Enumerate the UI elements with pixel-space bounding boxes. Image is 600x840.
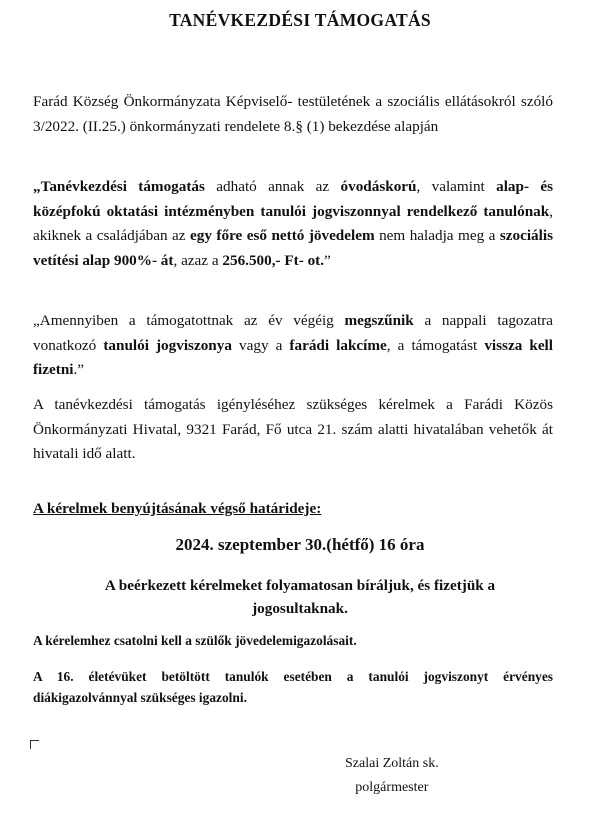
quote2-bold-6: farádi lakcíme — [289, 336, 387, 354]
quote2-bold-4: tanulói jogviszonya — [103, 336, 232, 354]
quote1-text-2: adható annak az — [204, 178, 341, 195]
quote1-text-6: , akiknek a családjában az — [33, 202, 553, 244]
quote2-bold-8: vissza kell fizetni — [33, 336, 553, 378]
quote1-bold-9: szociális vetítési alap 900%- át — [33, 227, 553, 269]
quote1-text-8: nem haladja meg a — [374, 227, 500, 244]
office-info-paragraph: A tanévkezdési támogatás igényléséhez szükséges kérelmek a Farádi Közös Önkormányzati Hivatal, 9321 Farád, Fő utca 21. szám alatti hivatalában vehetők át hivatali idő alatt. — [33, 396, 553, 462]
signature-name: Szalai Zoltán sk. — [345, 756, 439, 771]
quote1-text-10: , azaz a — [173, 251, 223, 269]
quote2-text-3: a nappali tagozatra vonatkozó — [33, 312, 554, 354]
page-title: TANÉVKEZDÉSI TÁMOGATÁS — [169, 10, 431, 30]
quote1-bold-11: 256.500,- Ft- ot. — [222, 251, 325, 269]
quote1-text-4: , valamint — [416, 178, 497, 195]
attach-note: A kérelemhez csatolni kell a szülők jövedelemigazolásait. — [33, 633, 357, 648]
signature-block — [345, 752, 439, 800]
quote-repayment-paragraph — [33, 309, 553, 383]
quote1-text-12: ” — [324, 251, 331, 269]
quote2-text-1: „Amennyiben a támogatottnak az év végéig — [33, 312, 345, 329]
deadline-date: 2024. szeptember 30.(hétfő) 16 óra — [175, 535, 425, 554]
intro-paragraph: Farád Község Önkormányzata Képviselő- testületének a szociális ellátásokról szóló 3/2022. (II.25.) önkormányzati rendelete 8.§ (1) bekezdése alapján — [33, 93, 553, 135]
signature-role: polgármester — [355, 780, 429, 795]
quote1-bold-3: óvodáskorú — [340, 178, 417, 195]
quote1-bold-1: „Tanévkezdési támogatás — [33, 178, 205, 195]
quote2-text-7: , a támogatást — [386, 336, 485, 354]
quote2-text-5: vagy a — [231, 336, 290, 354]
quote1-bold-5: alap- és középfokú oktatási intézményben tanulói jogviszonnyal rendelkező tanulónak — [33, 178, 553, 220]
quote2-bold-2: megszűnik — [344, 312, 414, 329]
deadline-label: A kérelmek benyújtásának végső határideje: — [33, 500, 322, 517]
quote1-bold-7: egy főre eső nettó jövedelem — [190, 227, 375, 244]
quote-eligibility-paragraph — [33, 175, 553, 273]
corner-mark — [30, 740, 39, 749]
review-note: A beérkezett kérelmeket folyamatosan bíráljuk, és fizetjük a jogosultaknak. — [104, 577, 496, 617]
age-note: A 16. életévüket betöltött tanulók esetében a tanulói jogviszonyt érvényes diákigazolvánnyal szükséges igazolni. — [33, 669, 553, 705]
quote2-text-9: .” — [73, 361, 85, 378]
